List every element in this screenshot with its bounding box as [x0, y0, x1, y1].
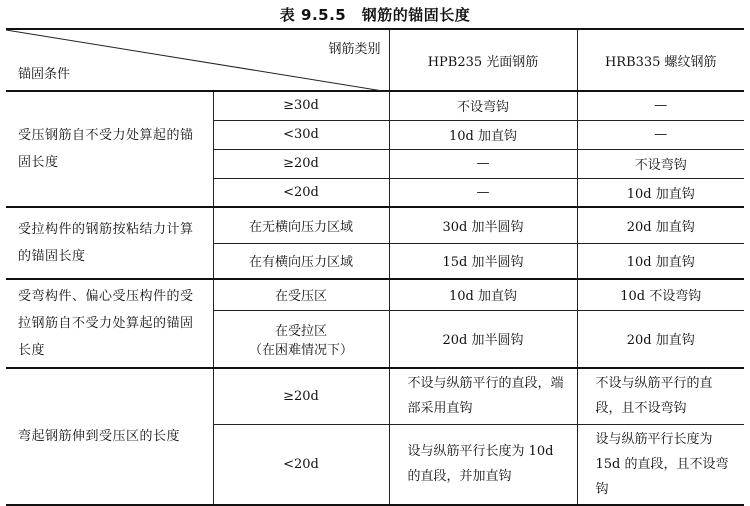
subcondition-cell: ≥20d	[213, 368, 389, 424]
header-diagonal-cell	[6, 29, 389, 91]
hpb235-cell: —	[389, 149, 577, 178]
hrb335-cell: 10d 不设弯钩	[577, 279, 744, 310]
table-row	[6, 279, 744, 310]
hrb335-cell: —	[577, 91, 744, 120]
subcondition-line: 在受拉区	[274, 323, 327, 339]
subcondition-cell: ≥20d	[213, 149, 389, 178]
hrb335-cell: 10d 加直钩	[577, 178, 744, 207]
hpb235-cell: 15d 加半圆钩	[389, 243, 577, 279]
hpb235-cell: 不设弯钩	[389, 91, 577, 120]
table-header-row	[6, 29, 744, 91]
header-label-anchorage-condition: 锚固条件	[18, 67, 71, 82]
hpb235-cell: 30d 加半圆钩	[389, 207, 577, 243]
hrb335-cell: 20d 加直钩	[577, 207, 744, 243]
condition-cell: 弯起钢筋伸到受压区的长度	[6, 368, 213, 505]
hrb335-cell: 20d 加直钩	[577, 310, 744, 368]
subcondition-note: （在困难情况下）	[248, 342, 353, 358]
hpb235-cell: 不设与纵筋平行的直段，端部采用直钩	[389, 368, 577, 424]
condition-cell: 受压钢筋自不受力处算起的锚固长度	[6, 91, 213, 207]
subcondition-cell: <20d	[213, 424, 389, 505]
condition-cell: 受弯构件、偏心受压构件的受拉钢筋自不受力处算起的锚固长度	[6, 279, 213, 368]
anchorage-length-table	[6, 28, 744, 506]
subcondition-cell: ≥30d	[213, 91, 389, 120]
hrb335-cell: 10d 加直钩	[577, 243, 744, 279]
condition-cell: 受拉构件的钢筋按粘结力计算的锚固长度	[6, 207, 213, 279]
table-row	[6, 91, 744, 120]
subcondition-cell	[213, 310, 389, 368]
hpb235-cell: 设与纵筋平行长度为 10d 的直段，并加直钩	[389, 424, 577, 505]
hpb235-cell: —	[389, 178, 577, 207]
hpb235-cell: 10d 加直钩	[389, 120, 577, 149]
header-col-hpb235: HPB235 光面钢筋	[389, 29, 577, 91]
header-col-hrb335: HRB335 螺纹钢筋	[577, 29, 744, 91]
hpb235-cell: 10d 加直钩	[389, 279, 577, 310]
hrb335-cell: 不设与纵筋平行的直段，且不设弯钩	[577, 368, 744, 424]
header-label-rebar-type: 钢筋类别	[328, 42, 381, 57]
subcondition-cell: 在无横向压力区域	[213, 207, 389, 243]
subcondition-cell: 在受压区	[213, 279, 389, 310]
subcondition-cell: 在有横向压力区域	[213, 243, 389, 279]
table-title: 表 9.5.5 钢筋的锚固长度	[279, 6, 471, 24]
subcondition-cell: <20d	[213, 178, 389, 207]
table-row	[6, 368, 744, 424]
hrb335-cell: —	[577, 120, 744, 149]
subcondition-cell: <30d	[213, 120, 389, 149]
hpb235-cell: 20d 加半圆钩	[389, 310, 577, 368]
hrb335-cell: 不设弯钩	[577, 149, 744, 178]
table-row	[6, 207, 744, 243]
hrb335-cell: 设与纵筋平行长度为 15d 的直段，且不设弯钩	[577, 424, 744, 505]
